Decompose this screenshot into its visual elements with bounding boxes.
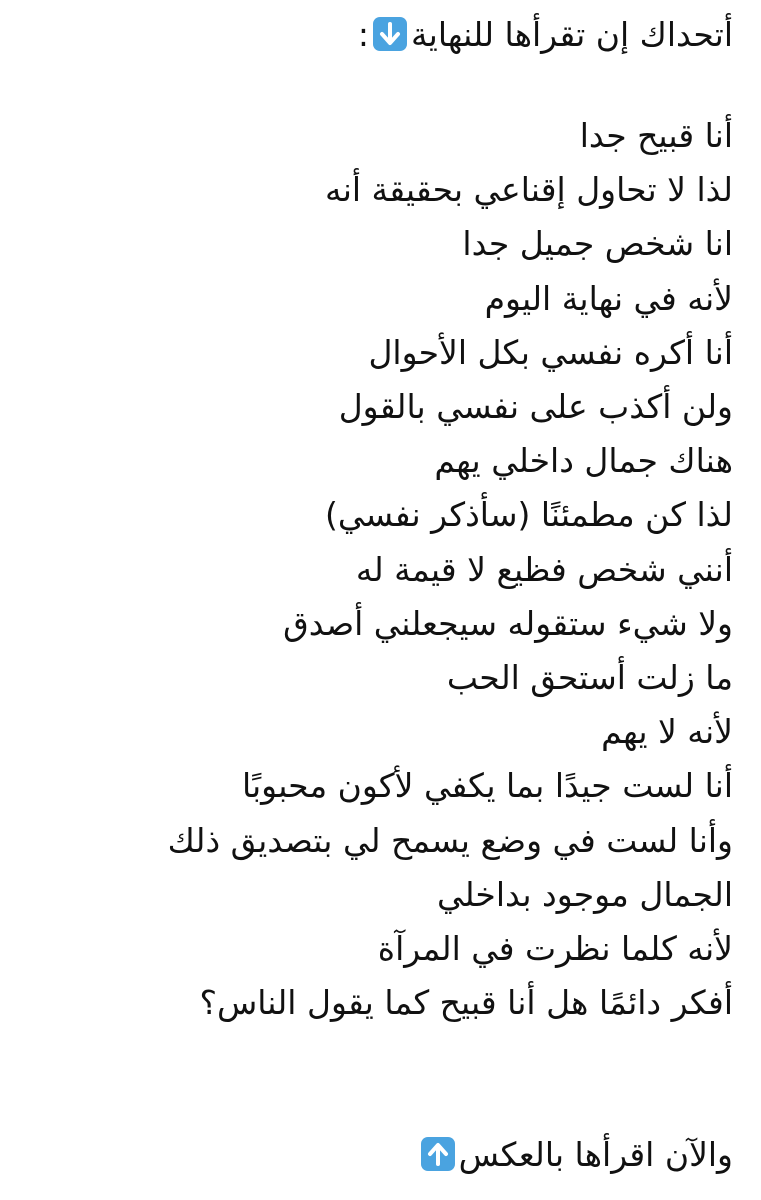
poem-line: الجمال موجود بداخلي — [437, 874, 733, 914]
poem-line: أنني شخص فظيع لا قيمة له — [355, 549, 733, 589]
footer-text: والآن اقرأها بالعكس — [458, 1135, 733, 1174]
poem-line: لذا كن مطمئنًا (سأذكر نفسي) — [324, 495, 733, 535]
poem-line: ما زلت أستحق الحب — [446, 658, 733, 697]
poem-line: انا شخص جميل جدا — [462, 224, 733, 264]
header-suffix: : — [357, 15, 369, 54]
header-text: أتحداك إن تقرأها للنهاية — [410, 15, 733, 54]
poem-line: أنا قبيح جدا — [579, 116, 733, 155]
poem-line: هناك جمال داخلي يهم — [434, 441, 733, 481]
header-line — [10, 6, 733, 64]
poem-line: لأنه في نهاية اليوم — [484, 278, 733, 318]
poem-line: لأنه لا يهم — [601, 712, 733, 752]
footer-line — [10, 1126, 733, 1184]
poem-line: ولن أكذب على نفسي بالقول — [338, 387, 733, 426]
poem-line: أنا أكره نفسي بكل الأحوال — [368, 332, 733, 372]
poem-line: لذا لا تحاول إقناعي بحقيقة أنه — [325, 170, 733, 210]
up-arrow-icon — [421, 1137, 455, 1171]
down-arrow-icon — [373, 17, 407, 51]
poem-line: ولا شيء ستقوله سيجعلني أصدق — [283, 603, 733, 643]
poem-line: أنا لست جيدًا بما يكفي لأكون محبوبًا — [241, 766, 733, 806]
poem-line: لأنه كلما نظرت في المرآة — [377, 929, 733, 968]
poem-line: وأنا لست في وضع يسمح لي بتصديق ذلك — [167, 820, 733, 860]
poem-line: أفكر دائمًا هل أنا قبيح كما يقول الناس؟ — [199, 983, 733, 1023]
